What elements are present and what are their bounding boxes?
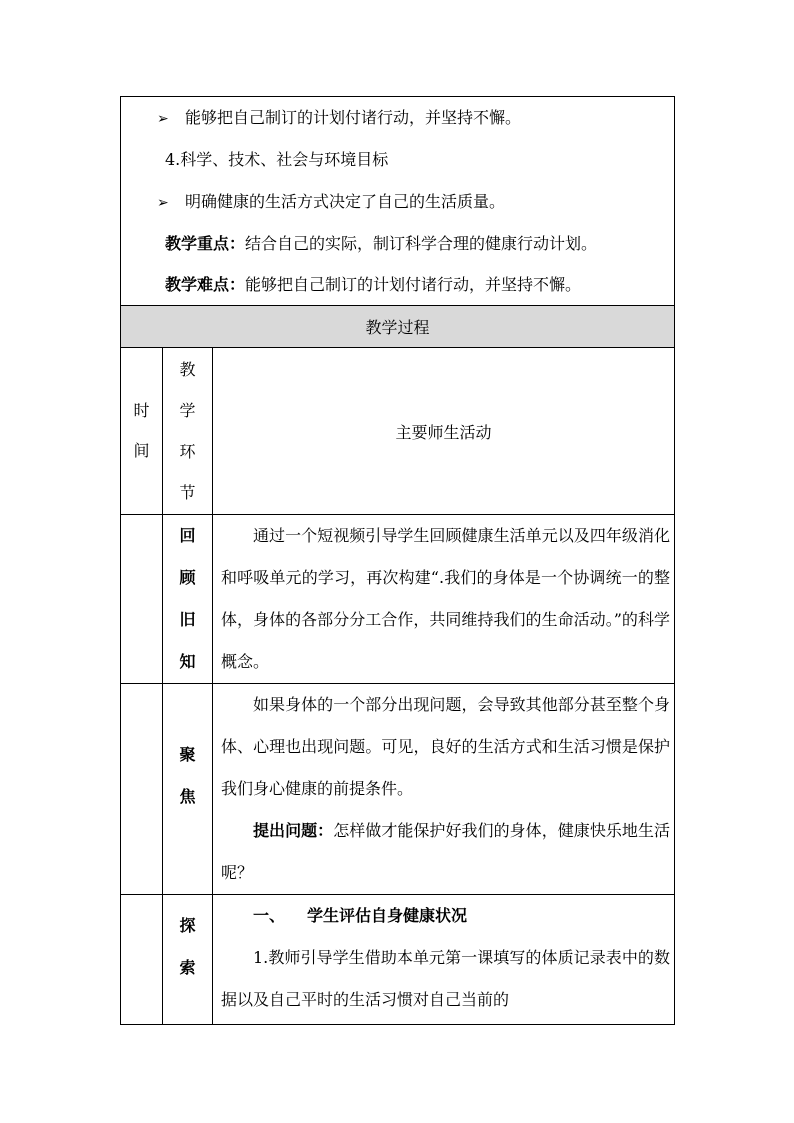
arrow-bullet-icon: ➢ — [157, 195, 169, 211]
stage-label-explore: 探 索 — [163, 895, 213, 1025]
key-point-text: 结合自己的实际，制订科学合理的健康行动计划。 — [245, 234, 598, 253]
objectives-cell — [121, 97, 675, 306]
time-cell — [121, 515, 163, 684]
objective-text: 明确健康的生活方式决定了自己的生活质量。 — [185, 192, 506, 211]
time-cell — [121, 895, 163, 1025]
time-cell — [121, 684, 163, 895]
lesson-plan-table — [120, 96, 675, 1025]
arrow-bullet-icon: ➢ — [157, 111, 169, 127]
stage-column-header: 教 学 环 节 — [163, 348, 213, 515]
time-column-header: 时 间 — [121, 348, 163, 515]
question-text: 怎样做才能保护好我们的身体，健康快乐地生活呢？ — [221, 821, 670, 882]
question-label: 提出问题： — [253, 821, 334, 840]
activity-cell-explore — [213, 895, 675, 1025]
stage-label-focus: 聚 焦 — [163, 684, 213, 895]
focus-text: 如果身体的一个部分出现问题，会导致其他部分甚至整个身体、心理也出现问题。可见，良好的生活方式和生活习惯是保护我们身心健康的前提条件。 — [221, 695, 670, 798]
activity-cell-review — [213, 515, 675, 684]
stage-label-review: 回 顾 旧 知 — [163, 515, 213, 684]
focus-question — [213, 810, 674, 894]
objective-text: 能够把自己制订的计划付诸行动，并坚持不懈。 — [185, 108, 522, 127]
review-text: 通过一个短视频引导学生回顾健康生活单元以及四年级消化和呼吸单元的学习，再次构建“.我们的身体是一个协调统一的整体，身体的各部分分工合作，共同维持我们的生命活动。”的科学概念。 — [221, 526, 670, 671]
activity-column-header: 主要师生活动 — [213, 348, 675, 515]
difficulty-label: 教学难点： — [165, 275, 246, 294]
objective-item — [157, 108, 521, 129]
objective-section-heading: 4.科学、技术、社会与环境目标 — [165, 150, 389, 169]
key-point-line — [165, 234, 597, 254]
explore-heading: 一、 学生评估自身健康状况 — [253, 906, 468, 925]
explore-text: 1.教师引导学生借助本单元第一课填写的体质记录表中的数据以及自己平时的生活习惯对自己当前的 — [221, 948, 670, 1009]
difficulty-line — [165, 275, 581, 295]
key-point-label: 教学重点： — [165, 234, 246, 253]
process-title: 教学过程 — [121, 306, 675, 348]
difficulty-text: 能够把自己制订的计划付诸行动，并坚持不懈。 — [245, 275, 582, 294]
activity-cell-focus — [213, 684, 675, 895]
objective-item — [157, 192, 505, 213]
